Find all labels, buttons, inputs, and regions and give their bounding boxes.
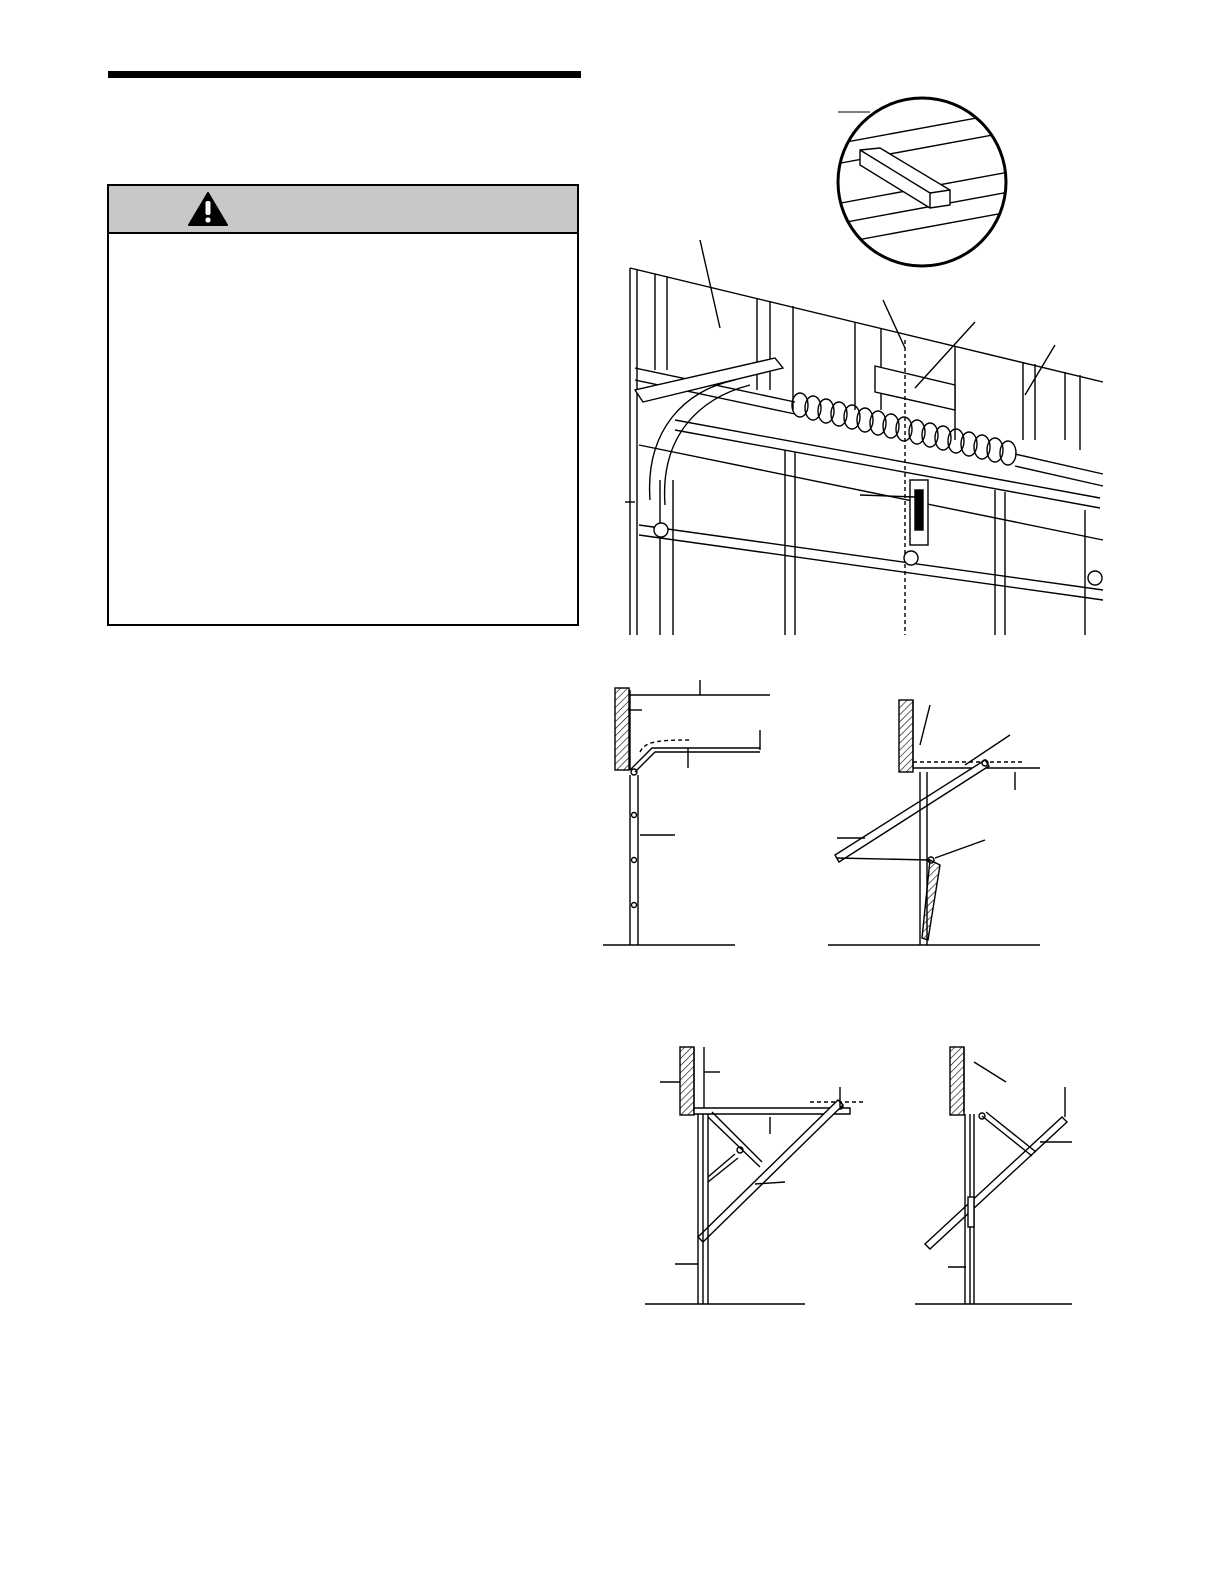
warning-triangle-icon <box>187 191 229 227</box>
door-type-one-piece-track <box>825 690 1045 950</box>
door-type-one-piece-jamb-hardware <box>640 1042 870 1312</box>
header-rule <box>108 71 581 78</box>
warning-body <box>109 234 577 258</box>
door-type-sectional-curved-track <box>600 680 775 950</box>
garage-door-header-wall <box>625 240 1105 640</box>
warning-box <box>107 184 579 626</box>
warning-header <box>109 186 577 234</box>
door-type-one-piece-pivot <box>910 1042 1080 1312</box>
